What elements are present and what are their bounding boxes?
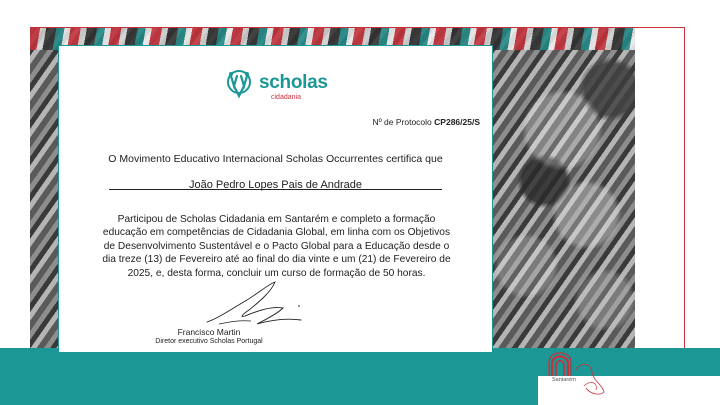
protocol-value: CP286/25/S: [434, 117, 480, 127]
logo-wordmark: scholas: [259, 72, 328, 93]
santarem-arch-logo-icon: [546, 350, 608, 398]
body-line: educação em competências de Cidadania Global, em linha com os Objetivos: [102, 227, 451, 239]
logo-subtitle: cidadania: [271, 94, 301, 101]
body-line: Participou de Scholas Cidadania em Santarém e completo a formação: [117, 214, 436, 225]
protocol-label: Nº de Protocolo: [372, 117, 432, 127]
santarem-label: Santarém: [552, 377, 576, 383]
recipient-name: João Pedro Lopes Pais de Andrade: [188, 179, 363, 191]
body-line: de Desenvolvimento Sustentável e o Pacto Global para a Educação desde o: [103, 240, 450, 252]
handwritten-signature: [199, 278, 309, 330]
certificate-intro: O Movimento Educativo Internacional Scholas Occurrentes certifica que: [108, 153, 443, 165]
certificate-card: [58, 45, 493, 353]
protocol-number: [372, 117, 480, 127]
certificate-body: [79, 213, 474, 280]
body-line: dia treze (13) de Fevereiro até ao final do dia vinte e um (21) de Fevereiro de: [102, 254, 451, 266]
scholas-hands-globe-icon: [225, 66, 253, 102]
signatory-name: Francisco Martin: [177, 327, 241, 337]
recipient-line: [109, 176, 442, 190]
scholas-logo: [225, 66, 335, 106]
body-line: 2025, e, desta forma, concluir um curso de formação de 50 horas.: [127, 267, 426, 279]
signatory-role: Diretor executivo Scholas Portugal: [155, 338, 263, 345]
